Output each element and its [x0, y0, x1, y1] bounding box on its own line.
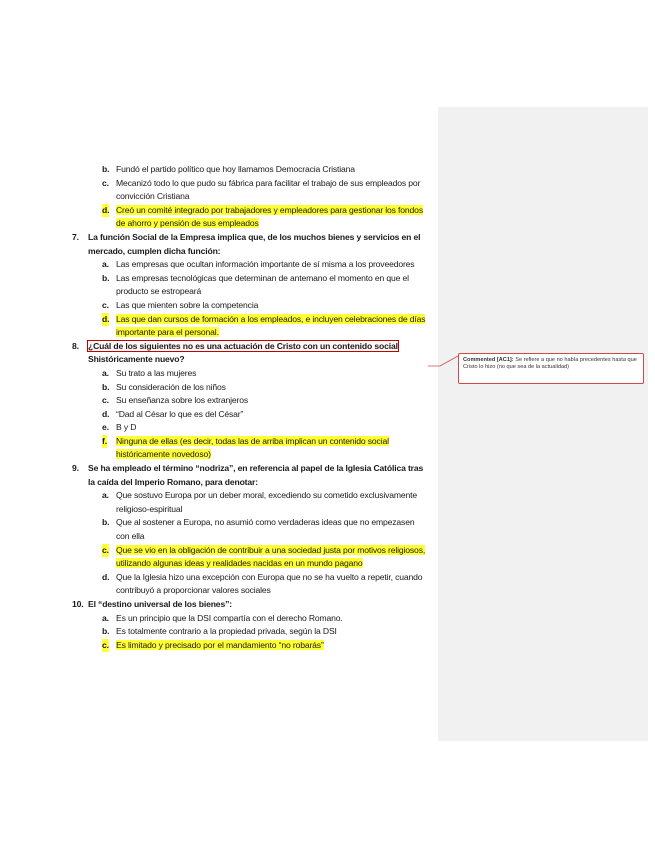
option-letter: b. [102, 381, 110, 392]
option-text-highlighted: Es limitado y precisado por el mandamiento “no robarás” [116, 639, 324, 650]
option-letter: c. [102, 395, 109, 406]
question-number: 9. [72, 463, 79, 474]
option-text: Es totalmente contrario a la propiedad privada, según la DSI [116, 626, 337, 637]
comment-balloon[interactable] [458, 353, 644, 384]
option-text: Las empresas que ocultan información importante de sí misma a los proveedores [116, 259, 415, 270]
question-text: El “destino universal de los bienes”: [88, 599, 232, 609]
option-letter: b. [102, 626, 110, 637]
option-text: “Dad al César lo que es del César” [116, 408, 244, 419]
question-text: Se ha empleado el término “nodriza”, en referencia al papel de la Iglesia Católica tras la caída del Imperio Romano, para denotar: [88, 463, 424, 487]
option-letter: d. [102, 313, 109, 327]
option-text: Su consideración de los niños [116, 381, 226, 392]
option-letter: a. [102, 259, 109, 270]
option-text: Que al sostener a Europa, no asumió como verdaderas ideas que no empezasen con ella [116, 517, 415, 542]
option-letter: b. [102, 272, 110, 283]
option-letter: a. [102, 490, 109, 501]
option-letter: b. [102, 164, 110, 174]
option-text: Es un principio que la DSI compartía con el derecho Romano. [116, 612, 343, 623]
comment-text: Se refiere a que no había precedentes hasta que Cristo lo hizo (no que sea de la actualidad) [463, 357, 637, 371]
option-letter: c. [102, 177, 109, 188]
question-number: 10. [72, 599, 84, 609]
option-text-highlighted: Las que dan cursos de formación a los empleados, e incluyen celebraciones de días importante para el personal. [116, 313, 426, 338]
option-letter: d. [102, 408, 110, 419]
option-letter: c. [102, 639, 109, 653]
option-letter: f. [102, 435, 107, 449]
option-letter: c. [102, 299, 109, 310]
option-letter: c. [102, 544, 109, 558]
question-text: La función Social de la Empresa implica que, de los muchos bienes y servicios en el mercado, cumplen dicha función: [88, 231, 421, 256]
question-text: Shistóricamente nuevo? [88, 354, 185, 365]
option-text-highlighted: Creó un comité integrado por trabajadores y empleadores para gestionar los fondos de ahorro y pensión de sus empleados [116, 204, 423, 229]
comment-label: Commented [AC1]: [463, 357, 514, 363]
option-letter: e. [102, 422, 109, 433]
question-number: 8. [72, 340, 79, 351]
option-text: Que la Iglesia hizo una excepción con Europa que no se ha vuelto a repetir, cuando contribuyó a proporcionar valores sociales [116, 571, 423, 596]
option-text: Su trato a las mujeres [116, 367, 197, 378]
question-number: 7. [72, 231, 79, 242]
option-letter: d. [102, 204, 109, 218]
option-text: Mecanizó todo lo que pudo su fábrica para facilitar el trabajo de sus empleados por convicción Cristiana [116, 177, 421, 202]
option-letter: a. [102, 367, 109, 378]
option-letter: a. [102, 612, 109, 623]
option-text: Que sostuvo Europa por un deber moral, excediendo su cometido exclusivamente religioso-espiritual [116, 490, 418, 514]
option-text: Las empresas tecnológicas que determinan de antemano el momento en que el producto se estropeará [116, 272, 409, 297]
option-letter: b. [102, 517, 110, 528]
option-text: Las que mienten sobre la competencia [116, 299, 259, 310]
option-text: B y D [116, 422, 137, 433]
option-letter: d. [102, 571, 110, 582]
commented-text-range[interactable]: ¿Cuál de los siguientes no es una actuación de Cristo con un contenido social [88, 340, 398, 351]
option-text-highlighted: Que se vio en la obligación de contribuir a una sociedad justa por motivos religiosos, utilizando algunas ideas y realidades nacidas en un mundo pagano [116, 544, 426, 569]
option-text: Fundó el partido político que hoy llamamos Democracia Cristiana [116, 164, 355, 174]
option-text: Su enseñanza sobre los extranjeros [116, 395, 249, 406]
option-text-highlighted: Ninguna de ellas (es decir, todas las de arriba implican un contenido social históricamente novedoso) [116, 435, 389, 460]
